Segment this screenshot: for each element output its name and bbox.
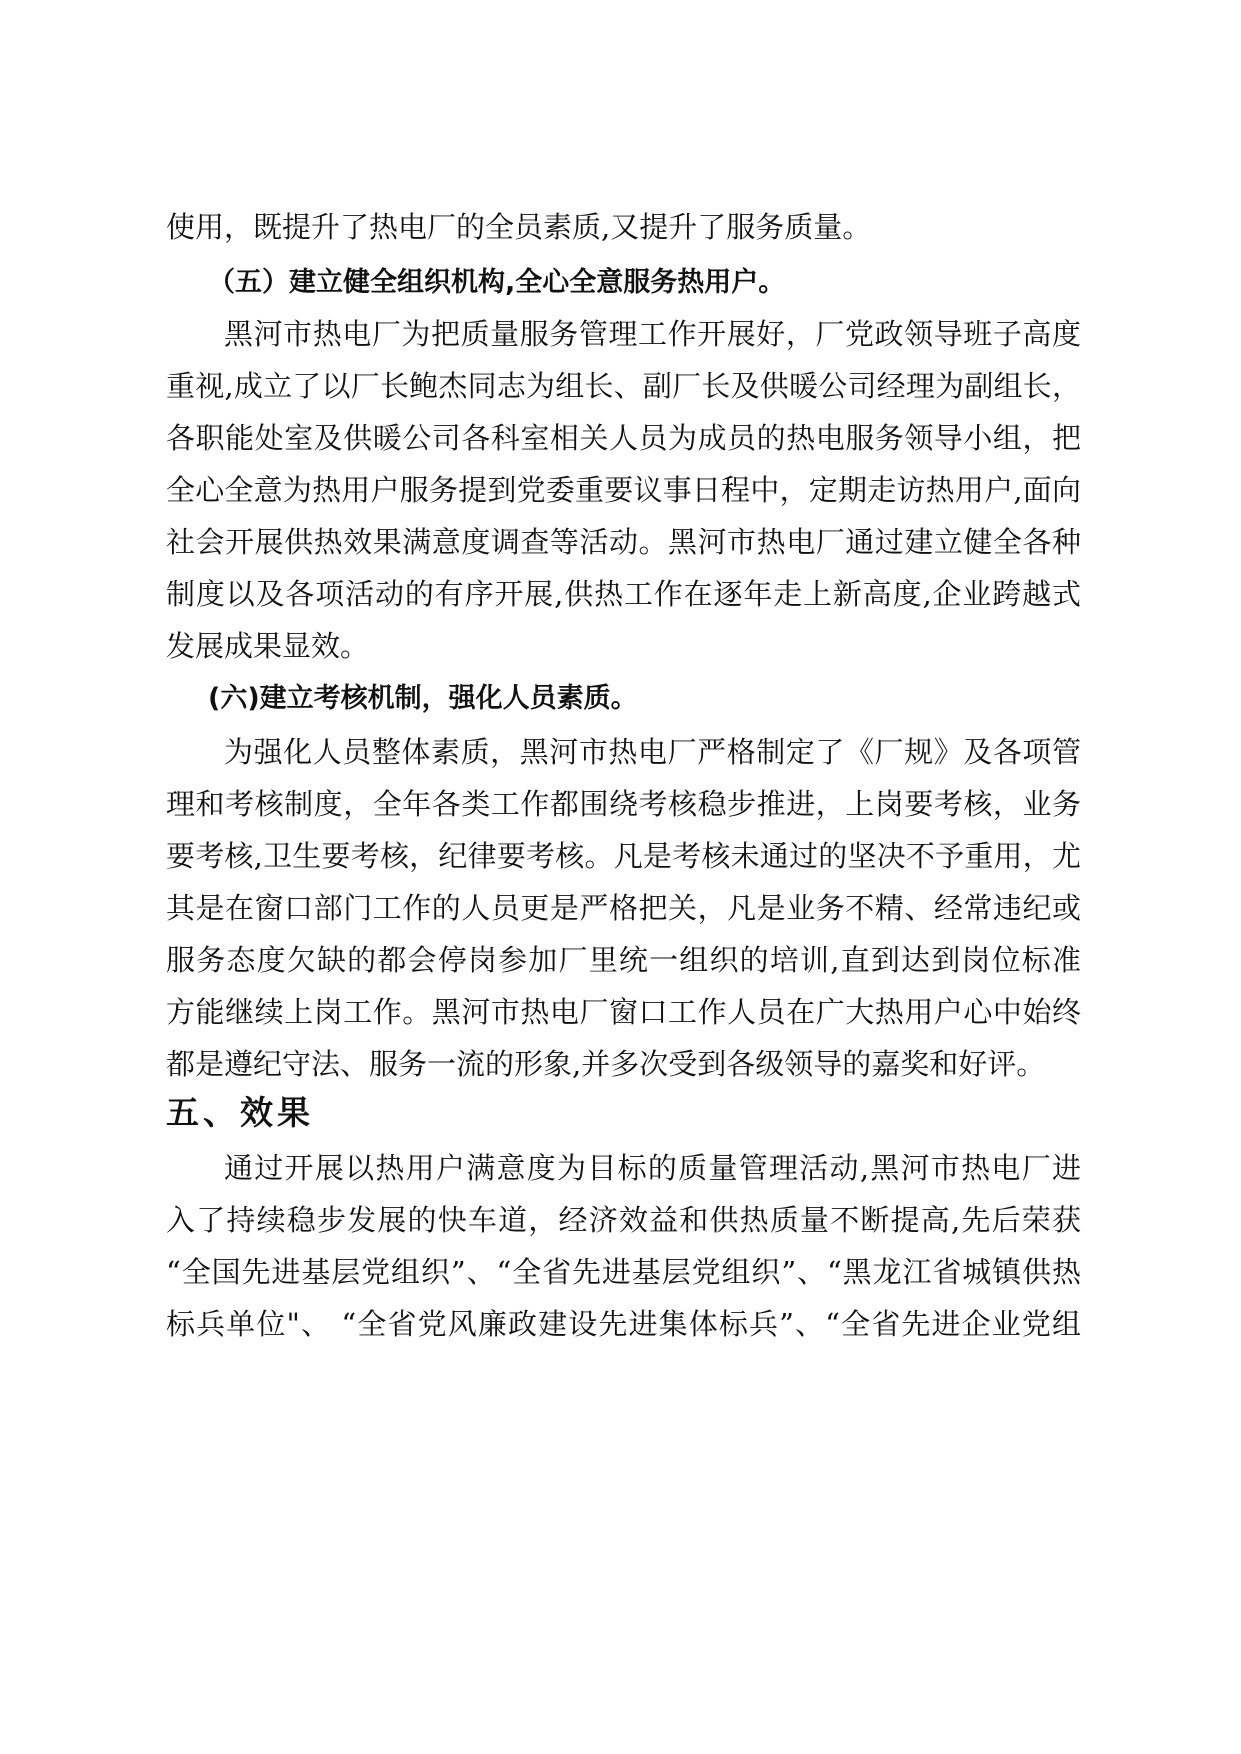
paragraph-line: 重视,成立了以厂长鲍杰同志为组长、副厂长及供暖公司经理为副组长， [166,369,1081,403]
paragraph-line: 理和考核制度，全年各类工作都围绕考核稳步推进，上岗要考核，业务 [166,787,1081,821]
paragraph-line: 制度以及各项活动的有序开展,供热工作在逐年走上新高度,企业跨越式 [166,577,1081,611]
paragraph-line: 方能继续上岗工作。黑河市热电厂窗口工作人员在广大热用户心中始终 [166,995,1081,1029]
paragraph-line: 都是遵纪守法、服务一流的形象,并多次受到各级领导的嘉奖和好评。 [166,1047,1046,1081]
paragraph-line: 要考核,卫生要考核，纪律要考核。凡是考核未通过的坚决不予重用，尤 [166,839,1081,873]
subsection-heading-6: (六)建立考核机制，强化人员素质。 [208,683,638,714]
section-title: 五、效果 [166,1093,314,1132]
paragraph-line: 通过开展以热用户满意度为目标的质量管理活动,黑河市热电厂进 [224,1151,1081,1185]
paragraph-line: 发展成果显效。 [166,629,370,663]
paragraph-line: 社会开展供热效果满意度调查等活动。黑河市热电厂通过建立健全各种 [166,525,1081,559]
paragraph-line: 黑河市热电厂为把质量服务管理工作开展好，厂党政领导班子高度 [224,317,1081,351]
paragraph-line: 各职能处室及供暖公司各科室相关人员为成员的热电服务领导小组，把 [166,421,1081,455]
paragraph-line: 其是在窗口部门工作的人员更是严格把关，凡是业务不精、经常违纪或 [166,891,1081,925]
paragraph-line: 入了持续稳步发展的快车道，经济效益和供热质量不断提高,先后荣获 [166,1203,1081,1237]
paragraph-line: 全心全意为热用户服务提到党委重要议事日程中，定期走访热用户,面向 [166,473,1081,507]
paragraph-line: 标兵单位"、 “全省党风廉政建设先进集体标兵”、“全省先进企业党组 [166,1307,1081,1341]
paragraph-line: 为强化人员整体素质，黑河市热电厂严格制定了《厂规》及各项管 [224,735,1081,769]
paragraph-line: 使用，既提升了热电厂的全员素质,又提升了服务质量。 [166,210,872,244]
paragraph-line: “全国先进基层党组织”、“全省先进基层党组织”、“黑龙江省城镇供热 [166,1255,1081,1289]
subsection-heading-5: （五）建立健全组织机构,全心全意服务热用户。 [208,267,786,298]
paragraph-line: 服务态度欠缺的都会停岗参加厂里统一组织的培训,直到达到岗位标准 [166,943,1081,977]
